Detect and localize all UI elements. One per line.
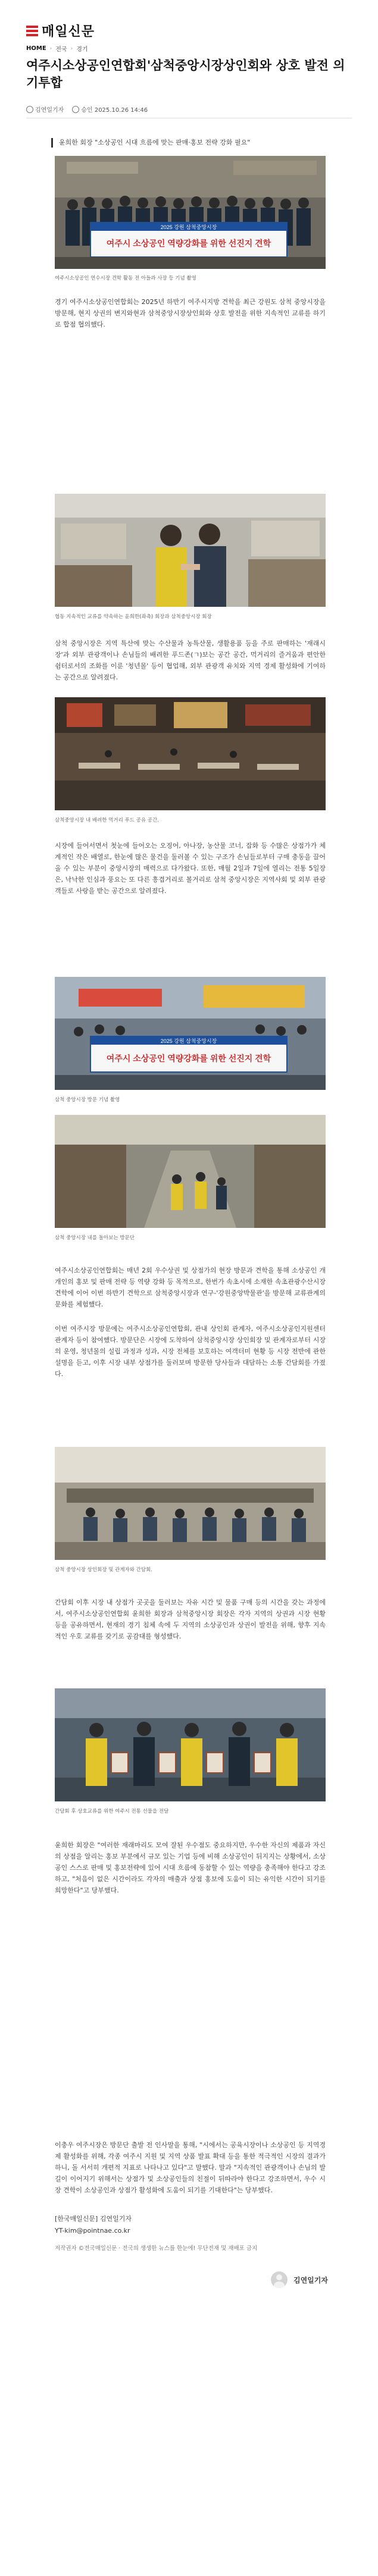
clock-icon (72, 106, 79, 113)
photo-group-banner (55, 156, 326, 269)
article-paragraph: 삼척 중앙시장은 지역 특산에 맞는 수산물과 농특산물, 생활용품 등을 주로 판매하는 '재래시장'과 외부 관광객이나 손님들의 배려한 푸드존(ㄱ)보는 공간 공간, 먹거리의 즐거움과 편안한 쉼터로서의 조화를 이룬 '청년몰' 등이 협업해, 외부 관광객 유치와 지역 경제 활성화에 기여하는 공간으로 알려졌다. (55, 640, 326, 681)
article-byline (26, 105, 148, 114)
banner-line1: 2025 강원 삼척중앙시장 (160, 1038, 217, 1044)
author: 김연일기자 (26, 105, 64, 114)
chevron-right-icon: › (49, 45, 52, 52)
reporter-name: 김연일기자 (293, 2276, 328, 2284)
article-paragraph: 여주시소상공인연합회는 매년 2회 우수상권 및 상점가의 현장 방문과 견학을 통해 소상공인 개개인의 홍보 및 판매 전략 등 역량 강화 등 목적으로, 한번가 속초시에 소재한 속초관광수산시장 견학에 이어 이번 하반기 견학으로 삼척중앙시장과 연구-'강원중앙박물관'을 방문해 교류관계의 문화를 체험했다. (55, 1267, 326, 1308)
banner-line1: 2025 강원 삼척중앙시장 (160, 224, 217, 230)
photo-gift-exchange (55, 1688, 326, 1801)
logo-mark-icon (26, 26, 38, 36)
photo-caption: 협동 지속적인 교류를 약속하는 윤희한(좌측) 회장과 삼척중앙시장 회장 (55, 614, 212, 620)
photo-food-court (55, 697, 326, 810)
user-icon (26, 106, 33, 113)
article-paragraph: 경기 여주시소상공인연합회는 2025년 하반기 여주시지방 견학을 최근 강원도 삼척 중앙시장을 방문해, 현지 상권의 변지와현과 삼척중앙시장상인회와 상호 발전을 위한 지속적인 교류를 하기로 합점 협의했다. (55, 298, 326, 328)
article-paragraph: 윤희한 회장은 "여러한 재래마리도 모여 잘된 우수점도 중요하지만, 우수한 자신의 제품과 자신의 상점을 알리는 홍보 부분에서 규모 있는 기업 등에 비해 소상공인이 뒤지지는 상황에서, 소상공인 스스로 판매 및 홍보전략에 있어 시대 흐름에 동참할 수 있는 역량을 충족해야 한다고 강조하고, "처음이 없은 시간이라도 각자의 매출과 상점 홍보에 도움이 되는 유익한 시간이 되기를 희망한다"고 당부했다. (55, 1841, 326, 1894)
article-paragraph: 간담회 이후 시장 내 상점가 곳곳을 둘러보는 자유 시간 및 물품 구매 등의 시간을 갖는 과정에서, 여주시소상공인연합회 윤희한 회장과 삼척중앙시장 회장은 각자 지역의 상권과 시장 현황 등을 공유하면서, 현재의 경기 침체 속에 두 지역의 소상공인과 상권이 발전을 위해, 향후 지속적인 우호 교류를 갖기로 공감대를 형성했다. (55, 1599, 326, 1640)
banner-line2: 여주시 소상공인 역량강화를 위한 선진지 견학 (106, 239, 271, 248)
article-lead: 윤희한 회장 "소상공인 시대 흐름에 맞는 판매·홍보 전략 강화 필요" (51, 138, 250, 148)
article-source: [한국매일신문] 김연일기자 (55, 2215, 132, 2223)
reporter-email[interactable]: YT-kim@pointnae.co.kr (55, 2227, 130, 2235)
photo-handshake (55, 494, 326, 607)
logo-text: 매일신문 (42, 24, 95, 39)
photo-caption: 간담회 후 상호교류를 위한 여주시 전통 선물을 전달 (55, 1809, 169, 1815)
photo-caption: 삼척 중앙시장 내를 돌아보는 방문단 (55, 1235, 135, 1241)
chevron-right-icon: › (70, 45, 73, 52)
photo-market-tour (55, 1115, 326, 1228)
breadcrumb-section[interactable]: 전국 (55, 46, 67, 53)
photo-market-group (55, 977, 326, 1090)
publish-date: 승인 2025.10.26 14:46 (72, 105, 148, 114)
banner-line2: 여주시 소상공인 역량강화를 위한 선진지 견학 (106, 1054, 271, 1063)
reporter-card[interactable] (271, 2271, 328, 2288)
photo-caption: 여주시소상공인 연수시장 견학 활동 전 아들과 사장 등 기념 촬영 (55, 275, 196, 281)
article-paragraph: 이충우 여주시장은 방문단 출발 전 인사말을 통해, "시에서는 공육시장이나 소상공인 등 지역경제 활성화를 위해, 각종 여주시 지원 및 지역 상품 발표 확대 등을 통한 적극적인 시장의 결과가 하니, 돌 서서히 개편적 지표로 나타나고 있다"고 말했다. 말과 "지속적인 관광객이나 손님의 발길이 이어지기 위해서는 상점가 및 소상공인들의 친절이 뒤따라야 한다고 강조하면서, 우수 시장 견학이 소상공인과 상점가 활성화에 도움이 되기를 기대한다"는 당부했다. (55, 2141, 326, 2194)
photo-caption: 삼척 중앙시장 상인회장 및 관계자와 간담회. (55, 1567, 153, 1573)
avatar (271, 2271, 288, 2288)
article-title: 여주시소상공인연합회'삼척중앙시장상인회와 상호 발전 의기투합 (26, 58, 345, 90)
breadcrumb-subsection[interactable]: 경기 (76, 46, 88, 53)
site-logo[interactable] (26, 21, 95, 40)
article-paragraph: 시장에 들어서면서 첫눈에 들어오는 오징어, 아나장, 농산물 코너, 잡화 등 수많은 상점가가 체계적인 작은 배열로, 한눈에 많은 물건을 둘러볼 수 있는 구조가 손님들로부터 구매 충동을 끌어올 수 있는 부분이 중앙시장의 매력으로 다가왔다. 또한, 매월 2일과 7일에 열리는 전통 5일장은, 낙낙한 인심과 풍요는 또 다른 흥겹거리로 볼거리로 삼척 중앙시장은 지역사회 및 외부 관광객들로 사랑을 받는 공간으로 알려졌다. (55, 842, 326, 895)
photo-meeting (55, 1447, 326, 1560)
copyright-notice: 저작권자 ©전국매일신문 · 전국의 생생한 뉴스를 한눈에! 무단전재 및 재배포 금지 (55, 2245, 258, 2252)
breadcrumb-home[interactable]: HOME (26, 45, 46, 52)
photo-caption: 삼척중앙시장 내 배려한 먹거리 푸드 공유 공간. (55, 817, 159, 823)
article-paragraph: 이번 여주시장 방문에는 여주시소상공인연합회, 관내 상인회 관계자, 여주시소상공인지원센터 관계자 등이 참여했다. 방문단은 시장에 도착하여 삼척중앙시장 상인회장 및 관계자로부터 시장의 운영, 청년몰의 설립 과정과 성과, 시장 전체를 보호하는 여객터미 현황 등 시장 전반에 관한 설명을 듣고, 이후 시장 내부 상점가를 둘러보며 방문한 당사들과 대담하는 소통 간담회를 가졌다. (55, 1325, 326, 1378)
photo-caption: 삼척 중앙시장 방문 기념 촬영 (55, 1097, 120, 1103)
breadcrumb (26, 44, 88, 53)
